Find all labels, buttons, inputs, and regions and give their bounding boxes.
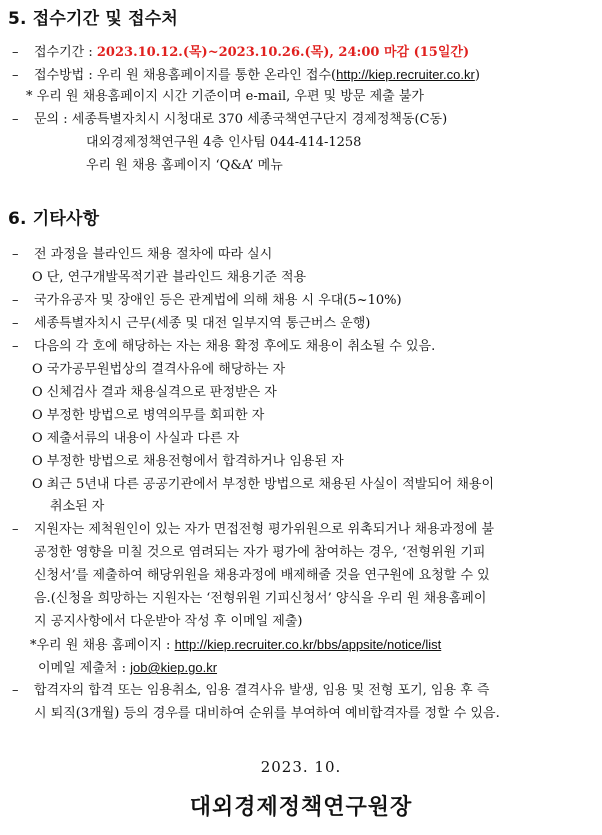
email-line xyxy=(38,658,217,679)
inquiry-line-1 xyxy=(12,110,447,130)
dash-marker: – xyxy=(12,522,19,537)
item-text: 지원자는 제척원인이 있는 자가 면접전형 평가위원으로 위촉되거나 채용과정에 불 xyxy=(34,522,495,537)
inquiry-line-3: 우리 원 채용 홈페이지 ‘Q&A’ 메뉴 xyxy=(86,158,283,173)
dash-marker: – xyxy=(12,316,19,331)
dash-marker: – xyxy=(12,45,19,60)
sub-item-fraudulent-pass: O 부정한 방법으로 채용전형에서 합격하거나 임용된 자 xyxy=(32,454,344,469)
section-5-heading: 5. 접수기간 및 접수처 xyxy=(8,9,179,29)
period-value: 2023.10.12.(목)~2023.10.26.(목), 24:00 마감 (15일간) xyxy=(96,45,470,60)
footer-organization: 대외경제정책연구원장 xyxy=(189,794,413,820)
dash-marker: – xyxy=(12,683,19,698)
inquiry-line-2: 대외경제정책연구원 4층 인사팀 044-414-1258 xyxy=(86,135,362,150)
item-text: 합격자의 합격 또는 임용취소, 임용 결격사유 발생, 임용 및 전형 포기, 임용 후 즉 xyxy=(34,683,490,698)
recusal-cont-4: 지 공지사항에서 다운받아 작성 후 이메일 제출) xyxy=(34,614,303,629)
notice-list-link[interactable]: http://kiep.recruiter.co.kr/bbs/appsite/notice/list xyxy=(174,637,442,652)
sub-item-disqualification: O 국가공무원법상의 결격사유에 해당하는 자 xyxy=(32,362,286,377)
sub-item-military-evasion: O 부정한 방법으로 병역의무를 회피한 자 xyxy=(32,408,265,423)
item-blind-process xyxy=(12,245,272,265)
method-line xyxy=(12,65,480,86)
item-work-location xyxy=(12,314,370,334)
footer-date: 2023. 10. xyxy=(260,758,342,776)
item-text: 다음의 각 호에 해당하는 자는 채용 확정 후에도 채용이 취소될 수 있음. xyxy=(34,339,436,354)
dash-marker: – xyxy=(12,68,19,83)
item-evaluator-recusal xyxy=(12,520,494,540)
inquiry-text-1: 문의 : 세종특별자치시 시청대로 370 세종국책연구단지 경제정책동(C동) xyxy=(34,112,448,127)
email-label: 이메일 제출처 : xyxy=(38,661,131,676)
sub-item-blind-standard: O 단, 연구개발목적기관 블라인드 채용기준 적용 xyxy=(32,270,307,285)
method-note: * 우리 원 채용홈페이지 시간 기준이며 e-mail, 우편 및 방문 제출 불가 xyxy=(26,89,424,104)
item-text: 국가유공자 및 장애인 등은 관계법에 의해 채용 시 우대(5~10%) xyxy=(34,293,402,308)
dash-marker: – xyxy=(12,339,19,354)
reserve-cont: 시 퇴직(3개월) 등의 경우를 대비하여 순위를 부여하여 예비합격자를 정할 수 있음. xyxy=(34,706,500,721)
homepage-label: *우리 원 채용 홈페이지 : xyxy=(30,638,175,653)
item-reserve-candidates xyxy=(12,681,489,701)
dash-marker: – xyxy=(12,247,19,262)
item-cancellation xyxy=(12,337,435,357)
period-line xyxy=(12,43,469,63)
recruit-site-link[interactable]: http://kiep.recruiter.co.kr xyxy=(336,67,475,82)
item-veteran-preference xyxy=(12,291,402,311)
section-6-heading: 6. 기타사항 xyxy=(8,209,100,229)
sub-item-false-documents: O 제출서류의 내용이 사실과 다른 자 xyxy=(32,431,240,446)
sub-item-recent-fraud-cont: 취소된 자 xyxy=(50,499,105,514)
method-label: 접수방법 : 우리 원 채용홈페이지를 통한 온라인 접수( xyxy=(34,68,337,83)
email-link[interactable]: job@kiep.go.kr xyxy=(130,660,218,675)
dash-marker: – xyxy=(12,112,19,127)
item-text: 세종특별자치시 근무(세종 및 대전 일부지역 통근버스 운행) xyxy=(34,316,371,331)
method-close: ) xyxy=(474,68,480,83)
item-text: 전 과정을 블라인드 채용 절차에 따라 실시 xyxy=(34,247,273,262)
period-label: 접수기간 : xyxy=(34,45,93,60)
recusal-cont-3: 음.(신청을 희망하는 지원자는 ‘전형위원 기피신청서’ 양식을 우리 원 채용홈페이 xyxy=(34,591,487,606)
homepage-line xyxy=(30,635,441,656)
sub-item-recent-fraud: O 최근 5년내 다른 공공기관에서 부정한 방법으로 채용된 사실이 적발되어 채용이 xyxy=(32,477,495,492)
recusal-cont-1: 공정한 영향을 미칠 것으로 염려되는 자가 평가에 참여하는 경우, ‘전형위원 기피 xyxy=(34,545,486,560)
dash-marker: – xyxy=(12,293,19,308)
sub-item-physical-exam: O 신체검사 결과 채용실격으로 판정받은 자 xyxy=(32,385,277,400)
recusal-cont-2: 신청서’를 제출하여 해당위원을 채용과정에 배제해줄 것을 연구원에 요청할 수 있 xyxy=(34,568,490,583)
